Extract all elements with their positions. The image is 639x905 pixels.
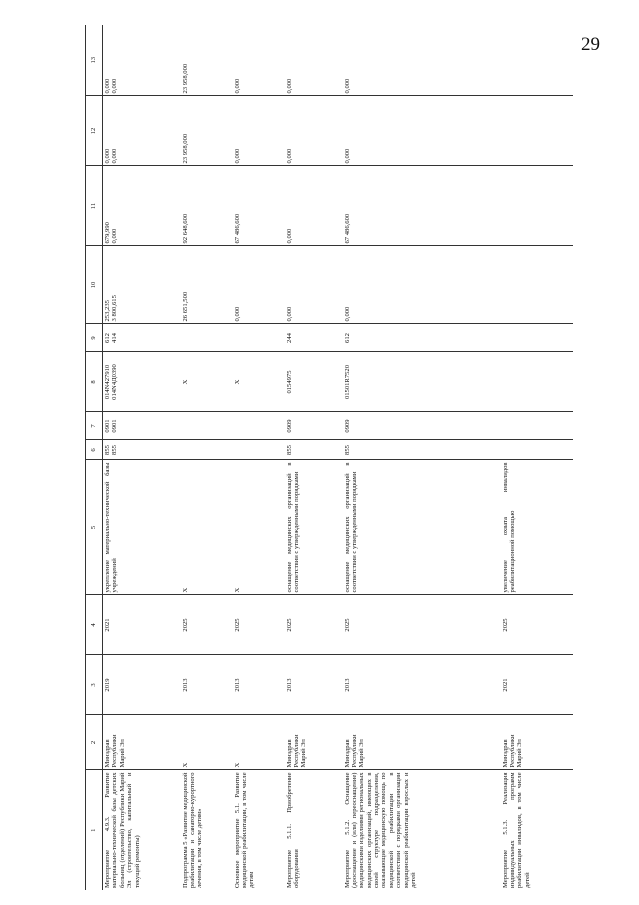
cell-value: 0,000 — [111, 148, 119, 164]
cell-col-12 — [103, 96, 181, 166]
cell-value: 92 648,600 — [181, 213, 189, 244]
cell-value: 3 800,615 — [111, 295, 119, 322]
cell-col-10 — [181, 246, 233, 324]
cell-col-8 — [501, 352, 573, 412]
cell-value: 0901 — [104, 419, 111, 433]
cell-col-9 — [103, 324, 181, 352]
column-header-12: 12 — [86, 96, 103, 166]
cell-col-13 — [181, 25, 233, 96]
page-number: 29 — [581, 34, 600, 55]
table-row — [103, 25, 181, 890]
cell-col-9 — [233, 324, 285, 352]
cell-value — [502, 249, 509, 322]
cell-col-3: 2013 — [181, 655, 233, 715]
cell-value — [502, 99, 509, 164]
cell-value: 67 486,600 — [343, 213, 351, 244]
cell-value: 0909 — [343, 419, 351, 433]
cell-col-8 — [285, 352, 343, 412]
column-header-6: 6 — [86, 440, 103, 460]
cell-col-1: Мероприятие 5.1.1. Приобретение оборудования — [285, 772, 300, 888]
cell-col-6 — [343, 440, 501, 460]
cell-col-3: 2013 — [285, 655, 343, 715]
cell-col-4: 2025 — [501, 595, 573, 655]
column-header-7: 7 — [86, 412, 103, 440]
cell-col-7 — [343, 412, 501, 440]
cell-col-11 — [103, 166, 181, 246]
cell-col-6 — [501, 440, 573, 460]
cell-value: 0,000 — [285, 228, 293, 244]
cell-col-5: укрепление материально-технической базы учреждений — [103, 460, 181, 595]
cell-value — [182, 415, 189, 438]
table-row — [181, 25, 233, 890]
cell-value: 67 486,600 — [233, 213, 241, 244]
cell-col-4: 2025 — [285, 595, 343, 655]
cell-col-12 — [501, 96, 573, 166]
cell-value: 0,000 — [111, 228, 119, 244]
cell-value: 612 — [343, 333, 351, 343]
cell-col-10 — [501, 246, 573, 324]
cell-value: X — [233, 379, 241, 385]
cell-col-9 — [501, 324, 573, 352]
cell-col-7 — [501, 412, 573, 440]
cell-col-2: X — [233, 715, 285, 770]
cell-value — [182, 443, 189, 458]
cell-col-3: 2019 — [103, 655, 181, 715]
cell-value — [502, 415, 509, 438]
cell-col-11 — [181, 166, 233, 246]
cell-value: 014N4Д0390 — [111, 364, 119, 400]
cell-value — [182, 327, 189, 350]
cell-col-10 — [343, 246, 501, 324]
cell-col-7 — [285, 412, 343, 440]
cell-col-4: 2025 — [233, 595, 285, 655]
cell-col-13 — [285, 25, 343, 96]
cell-col-2: Минздрав Республики Марий Эл — [343, 715, 501, 770]
cell-value — [502, 355, 509, 410]
cell-col-9 — [343, 324, 501, 352]
cell-col-8 — [233, 352, 285, 412]
cell-col-1: Мероприятие 4.9.3. Развитие материально-технической базы детских больниц (отделений) Республики Марий Эл (строительство, капитальный и текущий ремонты) — [104, 772, 141, 888]
cell-col-5: оснащение медицинских организаций в соответствии с утвержденными порядками — [285, 460, 343, 595]
column-header-13: 13 — [86, 25, 103, 96]
cell-col-6 — [233, 440, 285, 460]
cell-value: 0,000 — [285, 78, 293, 94]
cell-value: 855 — [343, 445, 351, 455]
cell-value: 0,000 — [285, 306, 293, 322]
table-row — [343, 25, 501, 890]
cell-value: 855 — [111, 445, 119, 455]
table-row — [233, 25, 285, 890]
cell-col-7 — [103, 412, 181, 440]
header-row — [86, 25, 103, 890]
cell-value: 414 — [111, 333, 119, 343]
table-row — [285, 25, 343, 890]
column-header-4: 4 — [86, 595, 103, 655]
column-header-2: 2 — [86, 715, 103, 770]
column-header-9: 9 — [86, 324, 103, 352]
cell-col-7 — [233, 412, 285, 440]
cell-col-6 — [181, 440, 233, 460]
cell-col-12 — [285, 96, 343, 166]
cell-value: 0,000 — [104, 78, 111, 94]
cell-col-1: Мероприятие 5.1.3. Реализация индивидуальных программ реабилитации инвалидов, в том числе детей — [501, 772, 531, 888]
cell-value: 679,990 — [104, 222, 111, 244]
cell-value: 0,000 — [343, 78, 351, 94]
cell-col-3: 2013 — [343, 655, 501, 715]
cell-col-2: X — [181, 715, 233, 770]
cell-col-8 — [103, 352, 181, 412]
cell-col-5: X — [233, 460, 285, 595]
cell-col-4: 2025 — [343, 595, 501, 655]
cell-value: 26 651,500 — [181, 291, 189, 322]
cell-col-7 — [181, 412, 233, 440]
cell-col-4: 2025 — [181, 595, 233, 655]
cell-col-5: X — [181, 460, 233, 595]
cell-col-5: оснащение медицинских организаций в соответствии с утвержденными порядками — [343, 460, 501, 595]
column-header-10: 10 — [86, 246, 103, 324]
cell-value: 244 — [285, 333, 293, 343]
cell-col-13 — [103, 25, 181, 96]
cell-col-13 — [233, 25, 285, 96]
column-header-3: 3 — [86, 655, 103, 715]
cell-col-9 — [285, 324, 343, 352]
cell-value — [502, 443, 509, 458]
column-header-1: 1 — [86, 770, 103, 890]
cell-value: 0,000 — [285, 148, 293, 164]
cell-value: 0,000 — [233, 78, 241, 94]
cell-value: 01501R7520 — [343, 364, 351, 400]
cell-col-5: увеличение охвата инвалидов реабилитационной помощью — [501, 460, 573, 595]
cell-value: 0901 — [111, 419, 119, 433]
cell-value: 855 — [104, 445, 111, 455]
cell-value — [502, 27, 509, 94]
cell-col-9 — [181, 324, 233, 352]
cell-col-4: 2021 — [103, 595, 181, 655]
cell-value: 23 958,000 — [181, 133, 189, 164]
cell-col-11 — [233, 166, 285, 246]
cell-col-2: Минздрав Республики Марий Эл — [103, 715, 181, 770]
cell-value: 253,235 — [104, 300, 111, 322]
cell-value: 0,000 — [343, 306, 351, 322]
cell-value: X — [181, 379, 189, 385]
cell-col-6 — [103, 440, 181, 460]
cell-col-13 — [501, 25, 573, 96]
cell-col-8 — [343, 352, 501, 412]
cell-col-11 — [343, 166, 501, 246]
cell-col-1: Мероприятие 5.1.2. Оснащение (дооснащение и (или) переоснащение) медицинскими изделиями региональных медицинских организаций, имеющих в своей структуре подразделения, оказывающие медицинскую помощь по медицинской реабилитации в соответствии с порядками организации медицинской реабилитации взрослых и детей — [343, 772, 417, 888]
cell-col-6 — [285, 440, 343, 460]
cell-col-10 — [103, 246, 181, 324]
cell-value: 23 958,000 — [181, 63, 189, 94]
column-header-5: 5 — [86, 460, 103, 595]
cell-value: 0,000 — [233, 148, 241, 164]
budget-table — [85, 25, 573, 890]
cell-value: 0,000 — [233, 306, 241, 322]
cell-value: 014N427910 — [104, 364, 111, 400]
cell-col-10 — [233, 246, 285, 324]
cell-value: 0909 — [285, 419, 293, 433]
cell-value: 0154975 — [285, 370, 293, 394]
cell-col-13 — [343, 25, 501, 96]
cell-value — [502, 169, 509, 244]
cell-col-10 — [285, 246, 343, 324]
cell-value: 855 — [285, 445, 293, 455]
rotated-page-content — [85, 25, 639, 890]
table-row — [501, 25, 573, 890]
cell-value: 612 — [104, 333, 111, 343]
column-header-8: 8 — [86, 352, 103, 412]
cell-col-12 — [233, 96, 285, 166]
cell-col-1: Основное мероприятие 5.1. Развитие медицинской реабилитации, в том числе детям — [233, 772, 256, 888]
cell-value: 0,000 — [104, 148, 111, 164]
cell-col-12 — [343, 96, 501, 166]
cell-col-3: 2013 — [233, 655, 285, 715]
column-header-11: 11 — [86, 166, 103, 246]
cell-col-2: Минздрав Республики Марий Эл — [501, 715, 573, 770]
cell-col-11 — [285, 166, 343, 246]
cell-value — [234, 415, 241, 438]
cell-col-12 — [181, 96, 233, 166]
cell-col-1: Подпрограмма 5 «Развитие медицинской реабилитации и санаторно-курортного лечения, в том числе детям» — [181, 772, 204, 888]
cell-value — [234, 443, 241, 458]
cell-col-3: 2021 — [501, 655, 573, 715]
cell-col-11 — [501, 166, 573, 246]
cell-value: 0,000 — [111, 78, 119, 94]
cell-value: 0,000 — [343, 148, 351, 164]
cell-col-2: Минздрав Республики Марий Эл — [285, 715, 343, 770]
table-body — [103, 25, 573, 890]
cell-value — [502, 327, 509, 350]
cell-col-8 — [181, 352, 233, 412]
cell-value — [234, 327, 241, 350]
